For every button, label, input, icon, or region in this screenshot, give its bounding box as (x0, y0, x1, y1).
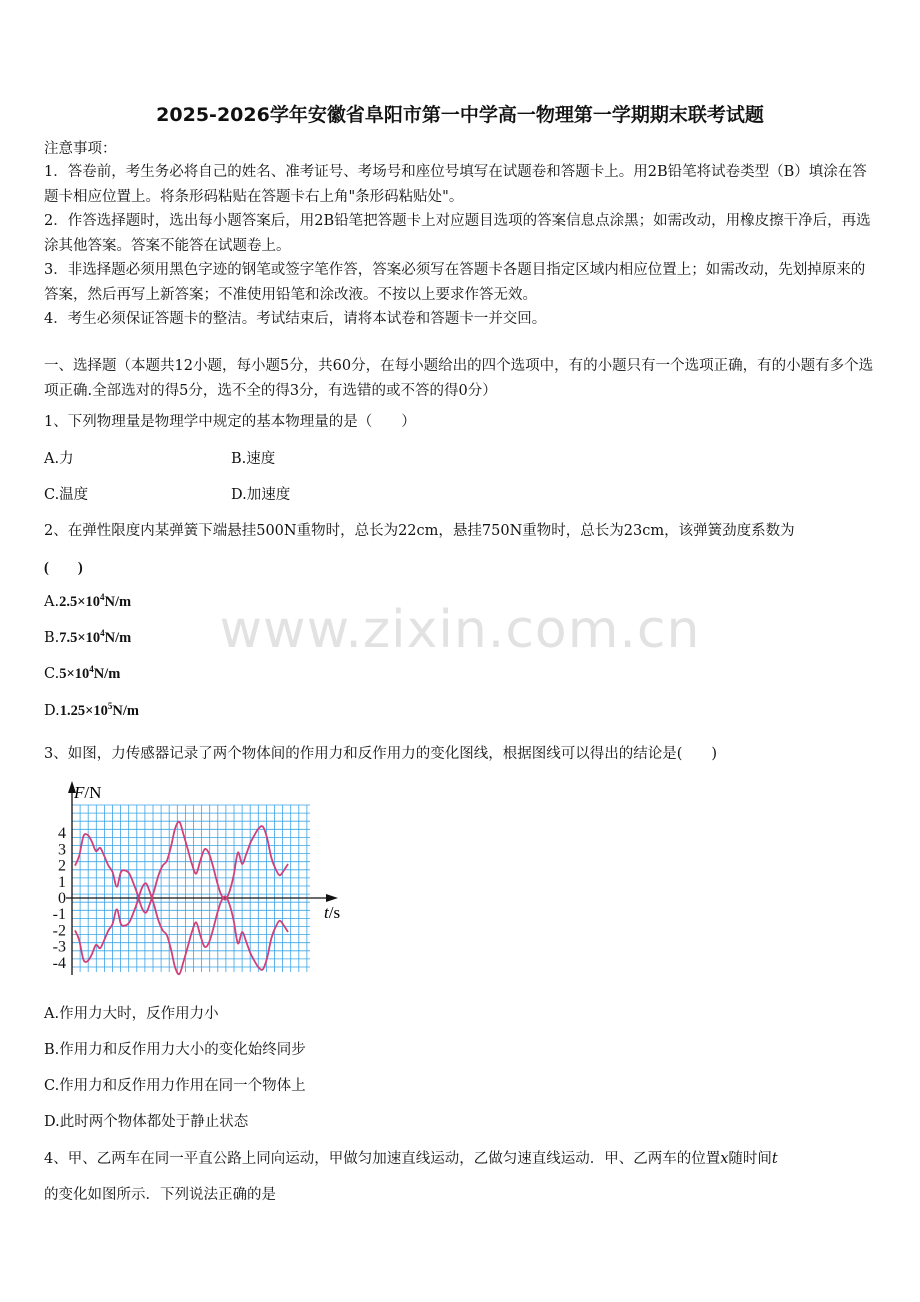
y-tick-label: 2 (58, 857, 66, 875)
y-tick-label: -1 (52, 906, 66, 924)
q3-option-c: C.作用力和反作用力作用在同一个物体上 (44, 1078, 306, 1094)
y-tick-label: 4 (58, 825, 66, 843)
y-tick-label: 1 (58, 873, 66, 891)
page-title: 2025-2026学年安徽省阜阳市第一中学高一物理第一学期期末联考试题 (156, 104, 764, 126)
q1-option-d: D.加速度 (231, 487, 291, 503)
q3-stem: 3、如图，力传感器记录了两个物体间的作用力和反作用力的变化图线，根据图线可以得出的结论是( ) (44, 746, 718, 762)
q1-option-a: A.力 (44, 451, 74, 467)
q2-option-d: $D.1.25\times 10^5N/m$ (44, 701, 139, 719)
q3-option-b: B.作用力和反作用力大小的变化始终同步 (44, 1042, 306, 1058)
y-tick-label: 3 (58, 841, 66, 859)
notice-item-1: 1．答卷前，考生务必将自己的姓名、准考证号、考场号和座位号填写在试题卷和答题卡上。用2B铅笔将试卷类型（B）填涂在答题卡相应位置上。将条形码粘贴在答题卡右上角"条形码粘贴处"。 (44, 164, 867, 205)
q2-option-b: $B.7.5\times 10^4N/m$ (44, 628, 132, 646)
chart-x-label: t/s (324, 903, 341, 922)
chart-grid (72, 805, 310, 972)
q1-option-c: C.温度 (44, 487, 89, 503)
q2-option-c: $C.5\times 10^4N/m$ (44, 664, 121, 682)
force-time-chart (40, 775, 360, 980)
watermark: www.zixin.com.cn (219, 600, 701, 660)
y-tick-label: -2 (52, 922, 66, 940)
series-line-2 (75, 883, 288, 974)
q3-option-d: D.此时两个物体都处于静止状态 (44, 1114, 249, 1130)
section-heading: 一、选择题（本题共12小题，每小题5分，共60分，在每小题给出的四个选项中，有的小题只有一个选项正确，有的小题有多个选项正确.全部选对的得5分，选不全的得3分，有选错的或不答的得0分） (44, 358, 874, 399)
y-tick-label: -3 (52, 938, 66, 956)
q1-stem: 1、下列物理量是物理学中规定的基本物理量的是（ ） (44, 414, 416, 430)
notice-item-3: 3．非选择题必须用黑色字迹的钢笔或签字笔作答，答案必须写在答题卡各题目指定区域内相应位置上；如需改动，先划掉原来的答案，然后再写上新答案；不准使用铅笔和涂改液。不按以上要求作答无效。 (44, 262, 866, 303)
series-line-1 (75, 822, 288, 913)
q2-option-a: $A.2.5\times 10^4N/m$ (44, 592, 132, 610)
q4-stem-line2: 的变化如图所示．下列说法正确的是 (44, 1187, 276, 1203)
notice-item-2: 2．作答选择题时，选出每小题答案后，用2B铅笔把答题卡上对应题目选项的答案信息点涂黑；如需改动，用橡皮擦干净后，再选涂其他答案。答案不能答在试题卷上。 (44, 213, 871, 254)
q3-option-a: A.作用力大时，反作用力小 (44, 1006, 219, 1022)
notice-item-4: 4．考生必须保证答题卡的整洁。考试结束后，请将本试卷和答题卡一并交回。 (44, 311, 547, 327)
q1-option-b: B.速度 (231, 451, 276, 467)
q2-stem: 2、在弹性限度内某弹簧下端悬挂500N重物时，总长为22cm，悬挂750N重物时，总长为23cm，该弹簧劲度系数为 (44, 523, 795, 539)
y-tick-label: -4 (52, 954, 66, 972)
chart-y-ticks (53, 825, 66, 972)
x-axis-arrow (326, 894, 338, 902)
chart-y-label: F/N (74, 783, 102, 802)
y-tick-label: 0 (58, 890, 66, 907)
notice-heading: 注意事项： (44, 141, 117, 157)
q2-paren: ( ) (44, 560, 83, 576)
q4-stem-line1: 4、甲、乙两车在同一平直公路上同向运动，甲做匀加速直线运动，乙做匀速直线运动．甲、乙两车的位置x随时间t (44, 1151, 778, 1167)
